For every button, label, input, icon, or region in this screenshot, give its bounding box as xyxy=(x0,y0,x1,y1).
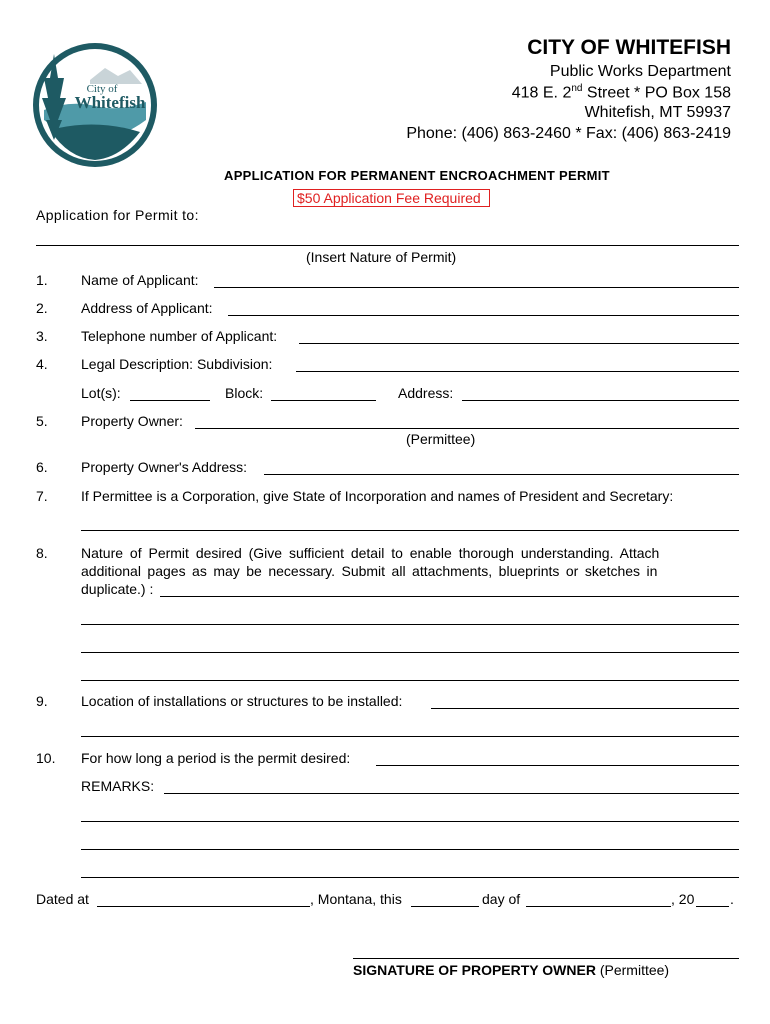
nature-desired-field[interactable] xyxy=(81,652,739,653)
item-number: 2. xyxy=(36,300,48,316)
fee-notice: $50 Application Fee Required xyxy=(293,189,490,207)
item-number: 7. xyxy=(36,488,48,504)
period-label: For how long a period is the permit desired: xyxy=(81,750,351,766)
item-number: 6. xyxy=(36,459,48,475)
applicant-address-field[interactable] xyxy=(228,315,739,316)
dated-place-field[interactable] xyxy=(97,906,310,907)
year-prefix-label: , 20 xyxy=(671,891,695,907)
logo-line1: City of xyxy=(86,83,118,95)
applicant-name-field[interactable] xyxy=(214,287,739,288)
corporation-field[interactable] xyxy=(81,530,739,531)
application-to-label: Application for Permit to: xyxy=(36,207,199,223)
remarks-field[interactable] xyxy=(81,821,739,822)
item-number: 5. xyxy=(36,413,48,429)
applicant-address-label: Address of Applicant: xyxy=(81,300,213,316)
montana-label: , Montana, this xyxy=(310,891,402,907)
item-number: 8. xyxy=(36,545,48,561)
location-label: Location of installations or structures to be installed: xyxy=(81,693,403,709)
item-number: 9. xyxy=(36,693,48,709)
item-number: 1. xyxy=(36,272,48,288)
remarks-label: REMARKS: xyxy=(81,778,155,794)
city-line: Whitefish, MT 59937 xyxy=(584,104,731,121)
year-field[interactable] xyxy=(696,906,729,907)
block-field[interactable] xyxy=(271,400,376,401)
lot-address-field[interactable] xyxy=(462,400,739,401)
item-number: 3. xyxy=(36,328,48,344)
year-suffix-label: . xyxy=(730,891,734,907)
applicant-name-label: Name of Applicant: xyxy=(81,272,199,288)
signature-field[interactable] xyxy=(353,958,739,959)
owner-address-label: Property Owner's Address: xyxy=(81,459,248,475)
nature-desired-line3: duplicate.) : xyxy=(81,581,154,597)
property-owner-label: Property Owner: xyxy=(81,413,183,429)
phone-line: Phone: (406) 863-2460 * Fax: (406) 863-2419 xyxy=(406,125,731,142)
city-name: CITY OF WHITEFISH xyxy=(527,36,731,59)
legal-description-label: Legal Description: Subdivision: xyxy=(81,356,273,372)
dated-at-label: Dated at xyxy=(36,891,89,907)
insert-nature-label: (Insert Nature of Permit) xyxy=(306,249,457,265)
applicant-phone-field[interactable] xyxy=(299,343,739,344)
nature-desired-field[interactable] xyxy=(81,680,739,681)
subdivision-field[interactable] xyxy=(296,371,739,372)
remarks-field[interactable] xyxy=(81,877,739,878)
logo-line2: Whitefish xyxy=(74,93,146,112)
address-label: Address: xyxy=(398,385,454,401)
street-address: 418 E. 2nd Street * PO Box 158 xyxy=(511,83,731,102)
location-field[interactable] xyxy=(81,736,739,737)
remarks-field[interactable] xyxy=(81,849,739,850)
nature-desired-line1: Nature of Permit desired (Give sufficient detail to enable thorough understanding. Attach xyxy=(81,545,660,561)
city-logo xyxy=(30,40,160,170)
month-field[interactable] xyxy=(526,906,671,907)
nature-desired-line2: additional pages as may be necessary. Submit all attachments, blueprints or sketches in xyxy=(81,563,658,579)
corporation-label: If Permittee is a Corporation, give State of Incorporation and names of President and Secretary: xyxy=(81,488,674,504)
nature-of-permit-line[interactable] xyxy=(36,245,739,246)
owner-address-field[interactable] xyxy=(264,474,739,475)
applicant-phone-label: Telephone number of Applicant: xyxy=(81,328,278,344)
form-title: APPLICATION FOR PERMANENT ENCROACHMENT PERMIT xyxy=(224,168,610,183)
lot-label: Lot(s): xyxy=(81,385,121,401)
item-number: 10. xyxy=(36,750,56,766)
day-field[interactable] xyxy=(411,906,479,907)
signature-label: SIGNATURE OF PROPERTY OWNER (Permittee) xyxy=(353,962,670,978)
lot-field[interactable] xyxy=(130,400,210,401)
period-field[interactable] xyxy=(376,765,739,766)
department: Public Works Department xyxy=(549,63,731,80)
property-owner-field[interactable] xyxy=(195,428,739,429)
permittee-label: (Permittee) xyxy=(406,431,476,447)
location-field[interactable] xyxy=(431,708,739,709)
remarks-field[interactable] xyxy=(164,793,739,794)
block-label: Block: xyxy=(225,385,264,401)
item-number: 4. xyxy=(36,356,48,372)
day-of-label: day of xyxy=(482,891,521,907)
nature-desired-field[interactable] xyxy=(81,624,739,625)
nature-desired-field[interactable] xyxy=(160,596,739,597)
